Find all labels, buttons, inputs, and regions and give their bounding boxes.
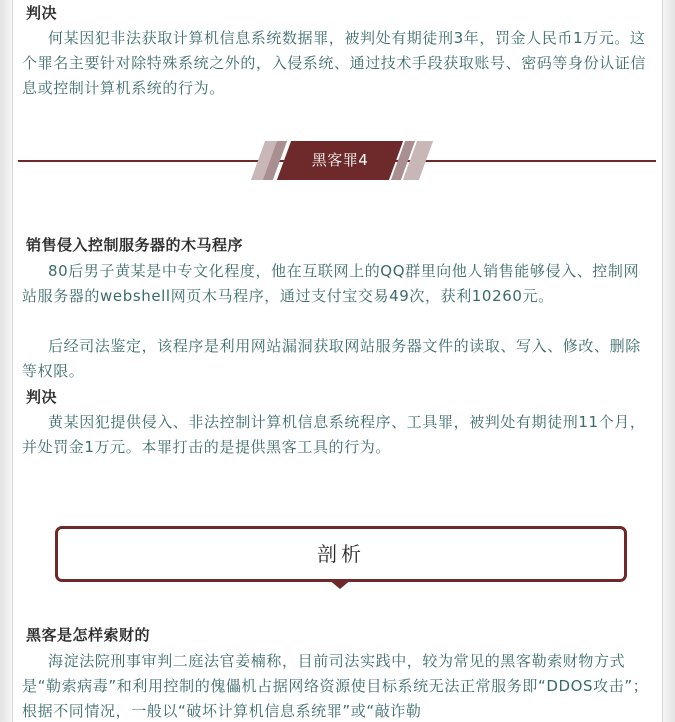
right-frame-border bbox=[662, 0, 675, 722]
verdict-paragraph-1: 何某因犯非法获取计算机信息系统数据罪，被判处有期徒刑3年，罚金人民币1万元。这个罪名主要针对除特殊系统之外的，入侵系统、通过技术手段获取账号、密码等身份认证信息或控制计算机系统的行为。 bbox=[22, 29, 647, 97]
analysis-pointer bbox=[328, 579, 352, 589]
verdict-paragraph-2: 黄某因犯提供侵入、非法控制计算机信息系统程序、工具罪，被判处有期徒刑11个月，并处罚金1万元。本罪打击的是提供黑客工具的行为。 bbox=[22, 413, 646, 456]
analysis-title-box bbox=[55, 526, 627, 582]
analysis-title: 剖析 bbox=[317, 542, 365, 566]
section-heading-ransom: 黑客是怎样索财的 bbox=[26, 626, 151, 644]
banner-label: 黑客罪4 bbox=[311, 151, 369, 169]
section-paragraph-ransom: 海淀法院刑事审判二庭法官姜楠称，目前司法实践中，较为常见的黑客勒索财物方式是“勒索病毒”和利用控制的傀儡机占据网络资源使目标系统无法正常服务即“DDOS攻击”；根据不同情况，一般以“破坏计算机信息系统罪”或“敲诈勒 bbox=[22, 652, 649, 720]
verdict-heading-2: 判决 bbox=[26, 388, 58, 406]
left-frame-border bbox=[0, 0, 13, 722]
case-paragraph-2: 后经司法鉴定，该程序是利用网站漏洞获取网站服务器文件的读取、写入、修改、删除等权限。 bbox=[22, 337, 641, 380]
verdict-heading-1: 判决 bbox=[26, 4, 58, 22]
case-paragraph-1: 80后男子黄某是中专文化程度，他在互联网上的QQ群里向他人销售能够侵入、控制网站服务器的webshell网页木马程序，通过支付宝交易49次，获利10260元。 bbox=[22, 262, 640, 305]
case-heading: 销售侵入控制服务器的木马程序 bbox=[26, 236, 244, 254]
